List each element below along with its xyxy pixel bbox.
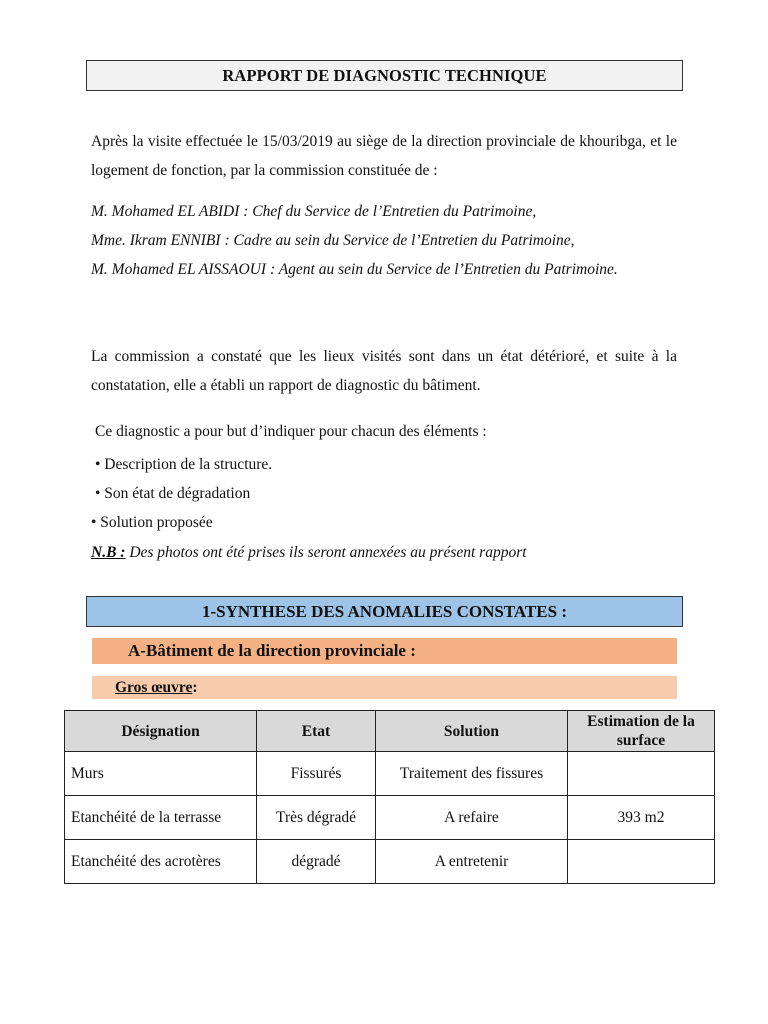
subsubsection-heading xyxy=(92,676,677,699)
cell-solution: A refaire xyxy=(376,796,568,840)
subsubsection-label: Gros œuvre xyxy=(115,678,193,696)
header-etat: Etat xyxy=(257,711,376,752)
intro-paragraph: Après la visite effectuée le 15/03/2019 au siège de la direction provinciale de khouribga, et le logement de fonction, par la commission constituée de : xyxy=(91,133,677,179)
header-designation: Désignation xyxy=(65,711,257,752)
purpose-line: Ce diagnostic a pour but d’indiquer pour chacun des éléments : xyxy=(95,423,487,440)
subsubsection-suffix: : xyxy=(192,678,198,696)
member-2: Mme. Ikram ENNIBI : Cadre au sein du Service de l’Entretien du Patrimoine, xyxy=(91,232,575,249)
bullet-description: • Description de la structure. xyxy=(95,456,273,473)
member-3: M. Mohamed EL AISSAOUI : Agent au sein du Service de l’Entretien du Patrimoine. xyxy=(91,261,618,278)
table-row xyxy=(65,840,715,884)
finding-paragraph: La commission a constaté que les lieux visités sont dans un état détérioré, et suite à la constatation, elle a établi un rapport de diagnostic du bâtiment. xyxy=(91,348,677,394)
cell-etat: Fissurés xyxy=(257,752,376,796)
nb-label: N.B : xyxy=(91,544,126,561)
header-estimation: Estimation de la surface xyxy=(568,711,715,752)
cell-etat: dégradé xyxy=(257,840,376,884)
cell-designation: Murs xyxy=(65,752,257,796)
subsection-heading: A-Bâtiment de la direction provinciale : xyxy=(92,638,677,664)
cell-estimation: 393 m2 xyxy=(568,796,715,840)
header-solution: Solution xyxy=(376,711,568,752)
bullet-state: • Son état de dégradation xyxy=(95,485,251,502)
cell-solution: Traitement des fissures xyxy=(376,752,568,796)
cell-designation: Etanchéité de la terrasse xyxy=(65,796,257,840)
report-title: RAPPORT DE DIAGNOSTIC TECHNIQUE xyxy=(86,60,683,91)
table-header-row xyxy=(65,711,715,752)
nb-note xyxy=(91,544,527,562)
cell-solution: A entretenir xyxy=(376,840,568,884)
bullet-solution: • Solution proposée xyxy=(91,514,213,531)
table-row xyxy=(65,796,715,840)
member-1: M. Mohamed EL ABIDI : Chef du Service de l’Entretien du Patrimoine, xyxy=(91,203,537,220)
cell-designation: Etanchéité des acrotères xyxy=(65,840,257,884)
section-heading: 1-SYNTHESE DES ANOMALIES CONSTATES : xyxy=(86,596,683,627)
cell-estimation xyxy=(568,840,715,884)
cell-etat: Très dégradé xyxy=(257,796,376,840)
table-row xyxy=(65,752,715,796)
anomalies-table xyxy=(64,710,715,884)
nb-text: Des photos ont été prises ils seront annexées au présent rapport xyxy=(125,544,527,561)
cell-estimation xyxy=(568,752,715,796)
